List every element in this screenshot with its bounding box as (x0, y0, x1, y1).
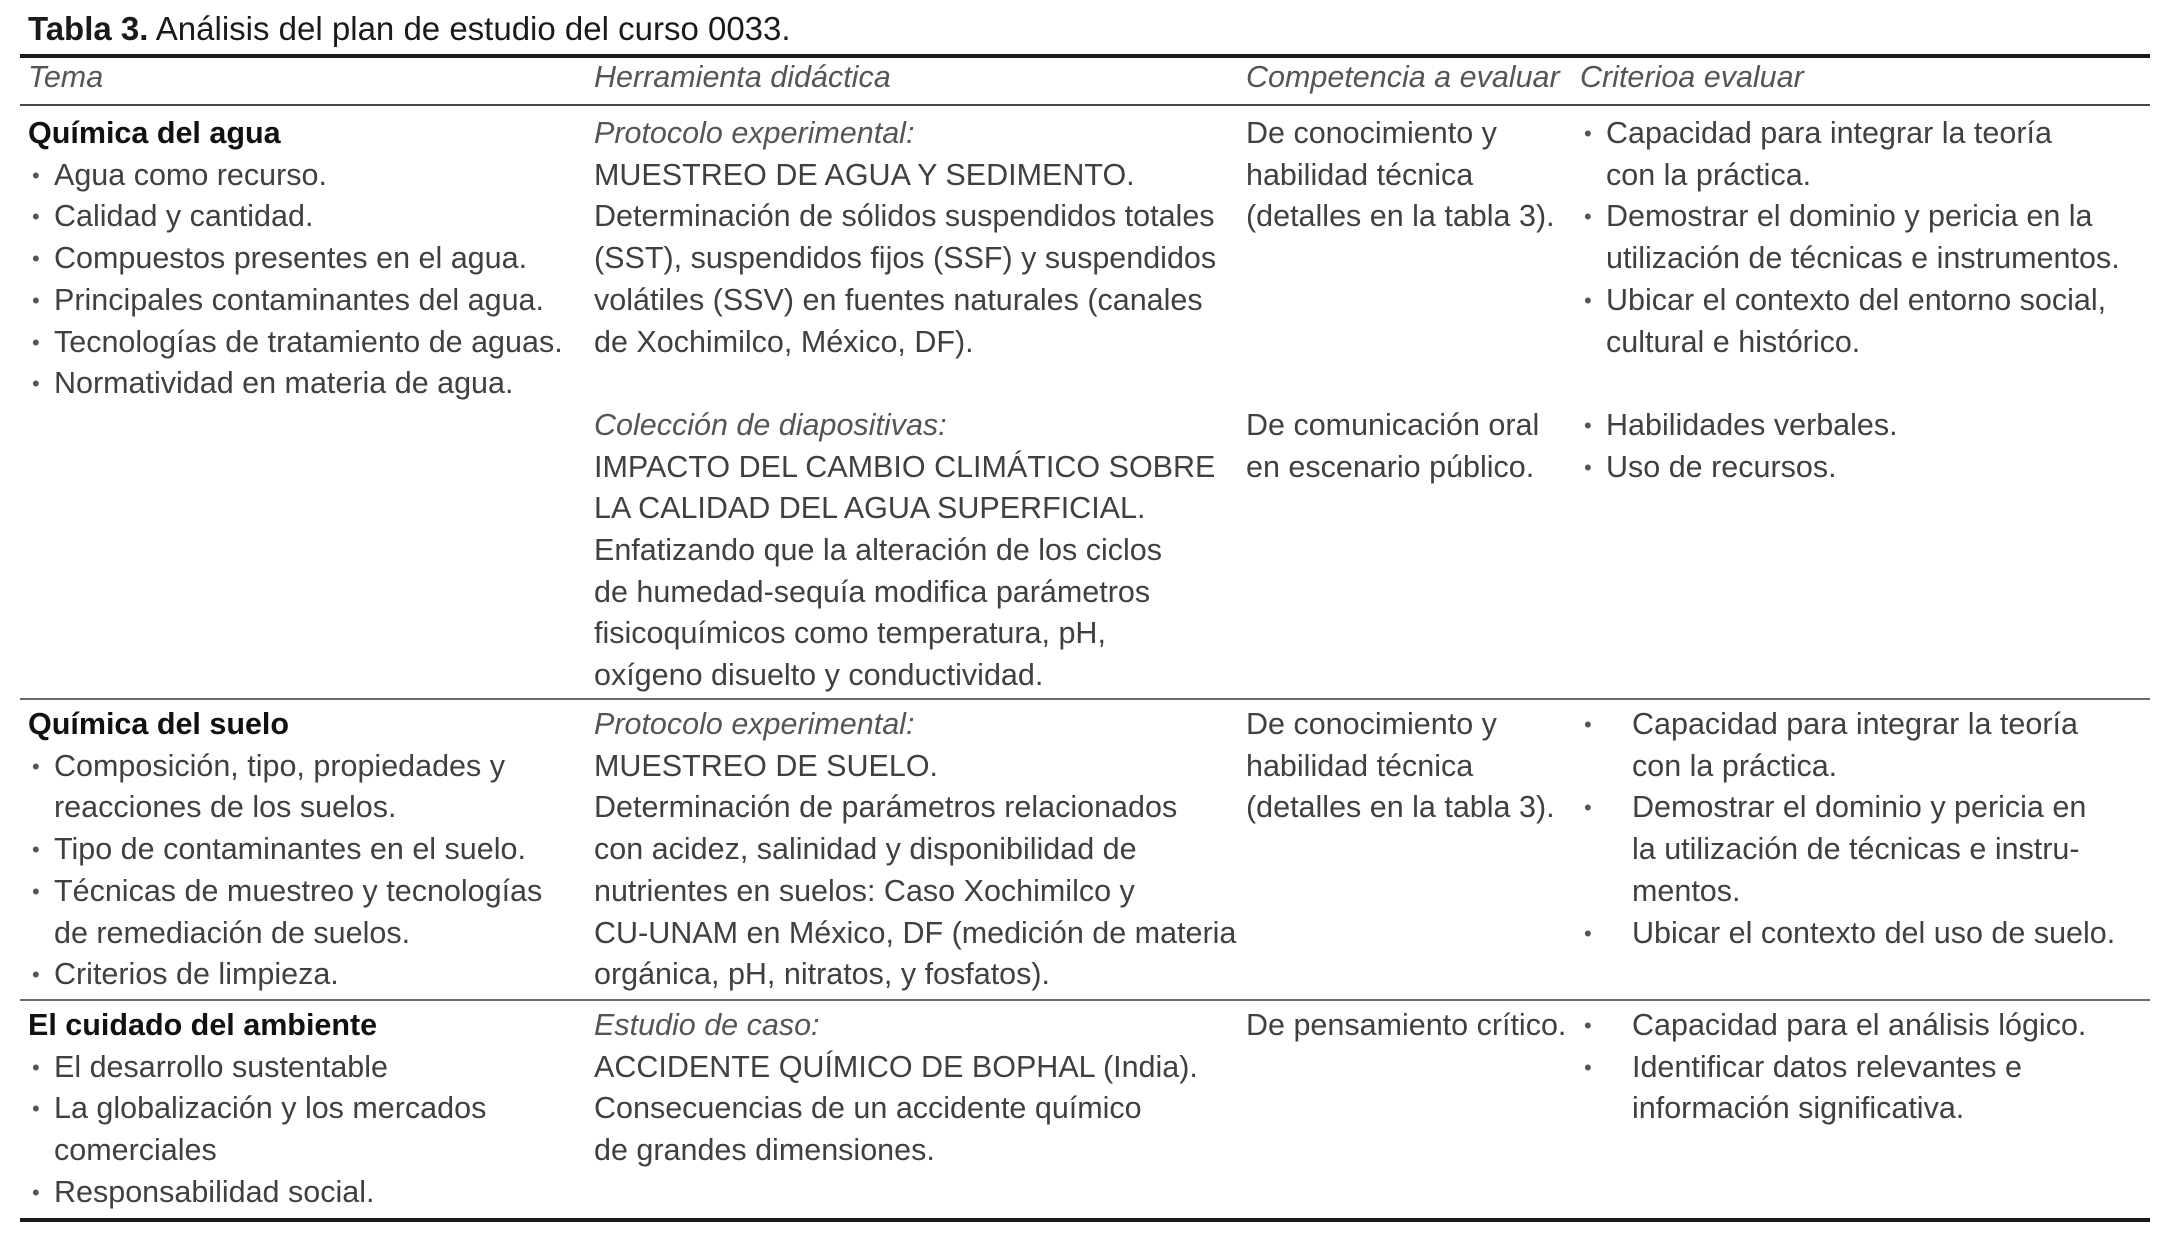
row-ambiente-competence-cell (1246, 1005, 1566, 1047)
row-agua-topic-cell (28, 113, 563, 405)
tool-description-line: fisicoquímicos como temperatura, pH, (594, 616, 1106, 651)
table-caption-text: Análisis del plan de estudio del curso 0033. (155, 10, 791, 47)
competence-line: De conocimiento y (1246, 707, 1497, 741)
list-item: • Ubicar el contexto del uso de suelo. (1580, 913, 2115, 955)
topic-list (28, 746, 542, 996)
row-suelo-tool-cell (594, 704, 1236, 996)
list-item: • Calidad y cantidad. (28, 196, 563, 238)
list-item: • Composición, tipo, propiedades y reacciones de los suelos. (28, 746, 542, 829)
table-caption (28, 10, 791, 48)
tool-type: Estudio de caso: (594, 1008, 820, 1042)
tool-description-line: (SST), suspendidos fijos (SSF) y suspendidos (594, 241, 1217, 276)
list-item: • Técnicas de muestreo y tecnologías de remediación de suelos. (28, 871, 542, 954)
row-ambiente-tool-cell (594, 1005, 1198, 1172)
tool-description-line: volátiles (SSV) en fuentes naturales (canales (594, 282, 1203, 317)
list-item: • Compuestos presentes en el agua. (28, 238, 563, 280)
topic-title: Química del suelo (28, 707, 290, 741)
list-item: • Ubicar el contexto del entorno social, cultural e histórico. (1580, 280, 2120, 363)
tool-description-line: de Xochimilco, México, DF). (594, 324, 974, 359)
list-item: • Capacidad para integrar la teoría con la práctica. (1580, 704, 2115, 787)
list-item: • Capacidad para integrar la teoría con la práctica. (1580, 113, 2120, 196)
list-item: • Demostrar el dominio y pericia en la utilización de técnicas e instrumentos. (1580, 196, 2120, 279)
competence-line: De comunicación oral (1246, 407, 1540, 442)
row-divider (20, 999, 2150, 1001)
list-item: • Habilidades verbales. (1580, 405, 2120, 447)
tool-description-line: de grandes dimensiones. (594, 1133, 935, 1168)
tool-title: MUESTREO DE SUELO. (594, 748, 939, 783)
topic-title: El cuidado del ambiente (28, 1008, 378, 1042)
header-rule (20, 104, 2150, 106)
competence-line: (detalles en la tabla 3). (1246, 199, 1555, 234)
bottom-rule (20, 1218, 2150, 1222)
row-divider (20, 698, 2150, 700)
list-item: • Identificar datos relevantes e información significativa. (1580, 1047, 2086, 1130)
tool-title: MUESTREO DE AGUA Y SEDIMENTO. (594, 157, 1135, 192)
header-competencia: Competencia a evaluar (1246, 60, 1560, 94)
row-suelo-criteria-cell (1580, 704, 2115, 954)
topic-list (28, 155, 563, 405)
list-item: • Responsabilidad social. (28, 1172, 486, 1214)
tool-description-line: Determinación de parámetros relacionados (594, 790, 1178, 825)
row-suelo-topic-cell (28, 704, 542, 996)
topic-list (28, 1047, 486, 1214)
tool-description-line: CU-UNAM en México, DF (medición de materia (594, 915, 1237, 950)
row-agua-criteria-cell (1580, 113, 2120, 488)
criteria-list (1580, 704, 2115, 954)
list-item: • Tecnologías de tratamiento de aguas. (28, 322, 563, 364)
header-herramienta: Herramienta didáctica (594, 60, 891, 94)
header-criterio: Criterioa evaluar (1580, 60, 1804, 94)
list-item: • La globalización y los mercados comerciales (28, 1088, 486, 1171)
list-item: • Demostrar el dominio y pericia en la utilización de técnicas e instru- mentos. (1580, 787, 2115, 912)
row-agua-tool-cell (594, 113, 1216, 697)
tool-title: IMPACTO DEL CAMBIO CLIMÁTICO SOBRE (594, 449, 1216, 484)
tool-description-line: orgánica, pH, nitratos, y fosfatos). (594, 957, 1051, 992)
tool-description-line: de humedad-sequía modifica parámetros (594, 574, 1151, 609)
list-item: • Uso de recursos. (1580, 447, 2120, 489)
tool-title: ACCIDENTE QUÍMICO DE BOPHAL (India). (594, 1049, 1198, 1084)
top-rule (20, 54, 2150, 58)
tool-description-line: nutrientes en suelos: Caso Xochimilco y (594, 873, 1135, 908)
tool-description-line: Enfatizando que la alteración de los ciclos (594, 533, 1162, 568)
competence-line: De conocimiento y (1246, 116, 1497, 150)
list-item: • Tipo de contaminantes en el suelo. (28, 829, 542, 871)
competence-line: (detalles en la tabla 3). (1246, 790, 1555, 825)
tool-description-line: Determinación de sólidos suspendidos totales (594, 199, 1215, 234)
list-item: • Principales contaminantes del agua. (28, 280, 563, 322)
row-agua-competence-cell (1246, 113, 1555, 488)
table-caption-label: Tabla 3. (28, 10, 149, 47)
topic-title: Química del agua (28, 116, 281, 150)
header-tema: Tema (28, 60, 104, 94)
tool-description-line: Consecuencias de un accidente químico (594, 1091, 1142, 1126)
tool-description-line: con acidez, salinidad y disponibilidad de (594, 832, 1137, 867)
tool-type: Protocolo experimental: (594, 707, 915, 741)
list-item: • Criterios de limpieza. (28, 954, 542, 996)
criteria-list (1580, 1005, 2086, 1130)
row-suelo-competence-cell (1246, 704, 1555, 829)
competence-line: habilidad técnica (1246, 157, 1474, 192)
list-item: • Agua como recurso. (28, 155, 563, 197)
competence-line: De pensamiento crítico. (1246, 1008, 1567, 1042)
row-ambiente-topic-cell (28, 1005, 486, 1214)
tool-description-line: oxígeno disuelto y conductividad. (594, 658, 1044, 693)
tool-title: LA CALIDAD DEL AGUA SUPERFICIAL. (594, 491, 1146, 526)
competence-line: en escenario público. (1246, 449, 1535, 484)
list-item: • Normatividad en materia de agua. (28, 363, 563, 405)
competence-line: habilidad técnica (1246, 748, 1474, 783)
list-item: • Capacidad para el análisis lógico. (1580, 1005, 2086, 1047)
list-item: • El desarrollo sustentable (28, 1047, 486, 1089)
row-ambiente-criteria-cell (1580, 1005, 2086, 1130)
criteria-list (1580, 405, 2120, 488)
tool-type: Protocolo experimental: (594, 116, 915, 150)
tool-type: Colección de diapositivas: (594, 407, 947, 442)
criteria-list (1580, 113, 2120, 363)
